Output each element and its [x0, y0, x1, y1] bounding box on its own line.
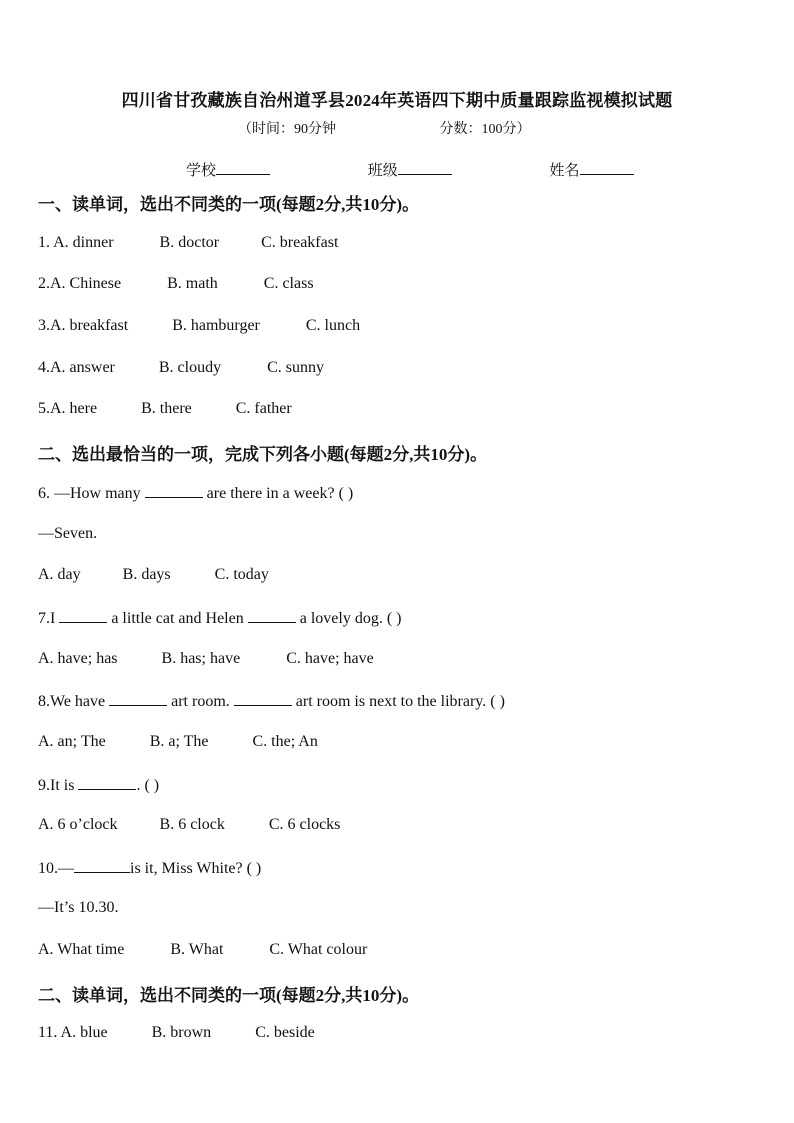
q10-blank[interactable]	[74, 858, 130, 873]
question-2	[38, 275, 314, 293]
q7-option-a: A. have; has	[38, 650, 118, 667]
q6-option-a: A. day	[38, 566, 81, 583]
school-label: 学校	[186, 163, 217, 179]
class-blank[interactable]	[398, 160, 452, 175]
q2-option-b: B. math	[167, 275, 218, 292]
q10-stem-end: is it, Miss White? ( )	[130, 860, 262, 877]
question-6	[38, 483, 353, 503]
q6-option-b: B. days	[122, 566, 171, 583]
q7-option-c: C. have; have	[286, 650, 374, 667]
q4-option-b: B. cloudy	[158, 359, 222, 376]
question-8	[38, 691, 505, 711]
q10-option-c: C. What colour	[269, 941, 368, 958]
q7-blank-2[interactable]	[248, 608, 296, 623]
question-4	[38, 359, 324, 377]
q3-option-a: 3.A. breakfast	[38, 317, 129, 334]
section-3-heading: 二、读单词，选出不同类的一项(每题2分,共10分)。	[38, 986, 420, 1005]
question-1	[38, 234, 338, 252]
q4-option-c: C. sunny	[267, 359, 324, 376]
q8-option-c: C. the; An	[252, 733, 318, 750]
q7-stem-mid: a little cat and Helen	[111, 610, 244, 627]
q7-options	[38, 650, 374, 668]
q3-option-b: B. hamburger	[172, 317, 260, 334]
q7-stem-end: a lovely dog. ( )	[299, 610, 402, 627]
q10-options	[38, 941, 367, 959]
q6-reply: —Seven.	[38, 525, 98, 542]
q9-option-c: C. 6 clocks	[268, 816, 341, 833]
q9-option-a: A. 6 o’clock	[38, 816, 118, 833]
school-blank[interactable]	[216, 160, 270, 175]
q5-option-b: B. there	[141, 400, 192, 417]
q10-stem-start: 10.—	[38, 860, 74, 877]
q2-option-a: 2.A. Chinese	[38, 275, 122, 292]
q10-option-a: A. What time	[38, 941, 125, 958]
q7-blank-1[interactable]	[59, 608, 107, 623]
q5-option-a: 5.A. here	[38, 400, 98, 417]
question-9	[38, 775, 159, 795]
q1-option-c: C. breakfast	[261, 234, 339, 251]
q11-option-a: 11. A. blue	[38, 1024, 108, 1041]
q8-stem-start: 8.We have	[38, 693, 106, 710]
name-label: 姓名	[549, 163, 580, 179]
q4-option-a: 4.A. answer	[38, 359, 115, 376]
q8-stem-mid: art room.	[171, 693, 230, 710]
q5-option-c: C. father	[235, 400, 292, 417]
q8-blank-1[interactable]	[109, 691, 167, 706]
q8-stem-end: art room is next to the library. ( )	[295, 693, 505, 710]
school-field	[186, 159, 270, 180]
question-3	[38, 317, 360, 335]
section-1-heading: 一、读单词，选出不同类的一项(每题2分,共10分)。	[38, 195, 420, 214]
q8-options	[38, 733, 318, 751]
q9-stem-start: 9.It is	[38, 777, 75, 794]
q9-option-b: B. 6 clock	[159, 816, 225, 833]
q9-blank[interactable]	[78, 775, 136, 790]
q11-option-c: C. beside	[255, 1024, 315, 1041]
exam-subtitle	[238, 118, 531, 138]
q7-option-b: B. has; have	[161, 650, 241, 667]
name-blank[interactable]	[580, 160, 634, 175]
q9-options	[38, 816, 340, 834]
exam-title: 四川省甘孜藏族自治州道孚县2024年英语四下期中质量跟踪监视模拟试题	[121, 91, 673, 110]
q6-options	[38, 566, 269, 584]
q11-option-b: B. brown	[151, 1024, 212, 1041]
exam-time: （时间：90分钟	[238, 122, 336, 137]
student-info	[186, 159, 634, 180]
q1-option-b: B. doctor	[159, 234, 220, 251]
name-field	[550, 159, 634, 180]
q2-option-c: C. class	[263, 275, 314, 292]
q6-stem-start: 6. —How many	[38, 485, 141, 502]
question-10	[38, 858, 261, 878]
question-7	[38, 608, 401, 628]
section-2-heading: 二、选出最恰当的一项，完成下列各小题(每题2分,共10分)。	[38, 445, 488, 464]
q3-option-c: C. lunch	[305, 317, 361, 334]
q10-reply: —It’s 10.30.	[38, 899, 119, 916]
question-11	[38, 1024, 315, 1042]
q8-blank-2[interactable]	[234, 691, 292, 706]
q6-option-c: C. today	[214, 566, 269, 583]
class-label: 班级	[367, 163, 398, 179]
q1-option-a: 1. A. dinner	[38, 234, 114, 251]
q10-option-b: B. What	[170, 941, 224, 958]
q8-option-b: B. a; The	[149, 733, 209, 750]
exam-score: 分数：100分）	[439, 122, 531, 137]
q9-stem-end: . ( )	[136, 777, 160, 794]
q8-option-a: A. an; The	[38, 733, 106, 750]
class-field	[368, 159, 452, 180]
q6-stem-end: are there in a week? ( )	[206, 485, 354, 502]
question-5	[38, 400, 292, 418]
q6-blank[interactable]	[145, 483, 203, 498]
q7-stem-start: 7.I	[38, 610, 56, 627]
